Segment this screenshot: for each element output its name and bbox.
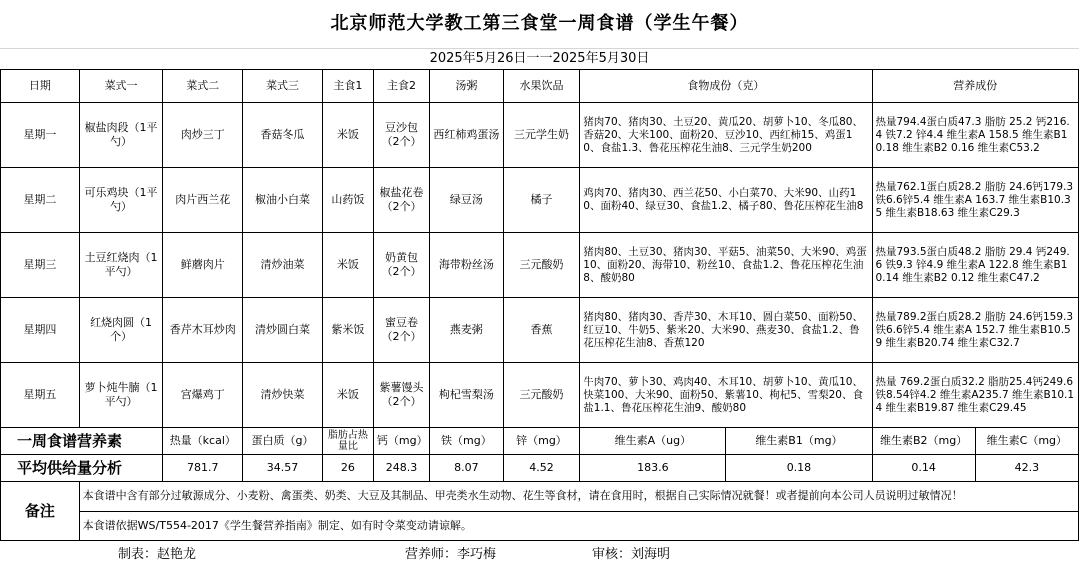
header-cell: 营养成份: [872, 70, 1079, 103]
dish-2: 鲜蘑肉片: [163, 233, 243, 298]
staple-1: 山药饭: [322, 168, 373, 233]
dish-2: 肉片西兰花: [163, 168, 243, 233]
guideline-note: 本食谱依据WS/T554-2017《学生餐营养指南》制定、如有时令菜变动请谅解。: [79, 511, 1078, 541]
staple-2: 椒盐花卷（2个）: [373, 168, 429, 233]
dish-3: 香菇冬瓜: [243, 103, 323, 168]
nutrient-header: 蛋白质（g）: [243, 428, 323, 455]
weekly-nutrients-label: 一周食谱营养素: [1, 428, 163, 455]
nutrient-header: 维生素B2（mg）: [872, 428, 975, 455]
dish-3: 清炒快菜: [243, 363, 323, 428]
staple-2: 紫薯馒头（2个）: [373, 363, 429, 428]
nutrient-value: 26: [322, 455, 373, 482]
dish-3: 清炒圆白菜: [243, 298, 323, 363]
fruit-drink: 橘子: [503, 168, 580, 233]
soup: 海带粉丝汤: [430, 233, 504, 298]
day-label: 星期四: [1, 298, 80, 363]
allergen-note: 本食谱中含有部分过敏源成分、小麦粉、禽蛋类、奶类、大豆及其制品、甲壳类水生动物、花生等食材，请在食用时，根据自己实际情况就餐！或者提前向本公司人员说明过敏情况！: [79, 482, 1078, 512]
header-cell: 食物成份（克）: [580, 70, 872, 103]
nutritionist: 营养师：李巧梅: [405, 546, 497, 562]
nutrient-header: 钙（mg）: [373, 428, 429, 455]
nutrition: 热量789.2蛋白质28.2 脂肪 24.6钙159.3 铁6.6锌5.4 维生素A 152.7 维生素B10.59 维生素B20.74 维生素C32.7: [872, 298, 1079, 363]
ingredients: 牛肉70、萝卜30、鸡肉40、木耳10、胡萝卜10、黄瓜10、快菜100、大米90、面粉50、紫薯10、枸杞5、雪梨20、食盐1.1、鲁花压榨花生油9、酸奶80: [580, 363, 872, 428]
header-cell: 菜式一: [79, 70, 163, 103]
nutrient-header: 脂肪占热量比: [322, 428, 373, 455]
notes-label: 备注: [1, 482, 80, 541]
auditor: 审核：刘海明: [592, 546, 671, 562]
dish-3: 椒油小白菜: [243, 168, 323, 233]
nutrient-value: 0.14: [872, 455, 975, 482]
header-cell: 主食2: [373, 70, 429, 103]
note-row: [1, 511, 1079, 541]
day-row: [1, 298, 1079, 363]
nutrient-value: 42.3: [975, 455, 1078, 482]
dish-1: 可乐鸡块（1平勺）: [79, 168, 163, 233]
header-cell: 水果饮品: [503, 70, 580, 103]
day-label: 星期三: [1, 233, 80, 298]
fruit-drink: 三元酸奶: [503, 233, 580, 298]
fruit-drink: 香蕉: [503, 298, 580, 363]
header-cell: 菜式二: [163, 70, 243, 103]
header-cell: 汤粥: [430, 70, 504, 103]
nutrient-value: 8.07: [430, 455, 504, 482]
nutrient-header: 维生素A（ug）: [580, 428, 726, 455]
nutrition: 热量793.5蛋白质48.2 脂肪 29.4 钙249.6 铁9.3 锌4.9 维生素A 122.8 维生素B1 0.14 维生素B2 0.12 维生素C47.2: [872, 233, 1079, 298]
dish-1: 萝卜炖牛腩（1平勺）: [79, 363, 163, 428]
staple-2: 奶黄包（2个）: [373, 233, 429, 298]
nutrient-header: 维生素B1（mg）: [726, 428, 872, 455]
day-row: [1, 168, 1079, 233]
day-label: 星期一: [1, 103, 80, 168]
dish-1: 红烧肉圆（1个）: [79, 298, 163, 363]
nutrition: 热量762.1蛋白质28.2 脂肪 24.6钙179.3 铁6.6锌5.4 维生素A 163.7 维生素B10.35 维生素B18.63 维生素C29.3: [872, 168, 1079, 233]
dish-2: 香芹木耳炒肉: [163, 298, 243, 363]
nutrient-header: 维生素C（mg）: [975, 428, 1078, 455]
weekly-nutrient-value-row: [1, 455, 1079, 482]
ingredients: 鸡肉70、猪肉30、西兰花50、小白菜70、大米90、山药10、面粉40、绿豆30、食盐1.2、橘子80、鲁花压榨花生油8: [580, 168, 872, 233]
staple-2: 蜜豆卷（2个）: [373, 298, 429, 363]
header-cell: 菜式三: [243, 70, 323, 103]
day-label: 星期五: [1, 363, 80, 428]
nutrient-value: 0.18: [726, 455, 872, 482]
dish-3: 清炒油菜: [243, 233, 323, 298]
average-supply-label: 平均供给量分析: [1, 455, 163, 482]
nutrient-value: 183.6: [580, 455, 726, 482]
nutrient-value: 781.7: [163, 455, 243, 482]
day-label: 星期二: [1, 168, 80, 233]
page-title: 北京师范大学教工第三食堂一周食谱（学生午餐）: [330, 13, 749, 34]
table-maker: 制表：赵艳龙: [118, 546, 197, 562]
fruit-drink: 三元酸奶: [503, 363, 580, 428]
soup: 枸杞雪梨汤: [430, 363, 504, 428]
nutrient-header: 铁（mg）: [430, 428, 504, 455]
ingredients: 猪肉80、猪肉30、香芹30、木耳10、圆白菜50、面粉50、红豆10、牛奶5、紫米20、大米90、燕麦30、食盐1.2、鲁花压榨花生油8、香蕉120: [580, 298, 872, 363]
day-row: [1, 103, 1079, 168]
note-row: [1, 482, 1079, 512]
nutrient-value: 248.3: [373, 455, 429, 482]
day-row: [1, 233, 1079, 298]
soup: 绿豆汤: [430, 168, 504, 233]
footer: [0, 541, 1079, 563]
dish-2: 宫爆鸡丁: [163, 363, 243, 428]
nutrient-value: 4.52: [503, 455, 580, 482]
header-cell: 主食1: [322, 70, 373, 103]
weekly-menu-table: [0, 69, 1079, 541]
nutrition: 热量 769.2蛋白质32.2 脂肪25.4钙249.6铁8.54锌4.2 维生素A235.7 维生素B10.14 维生素B19.87 维生素C29.45: [872, 363, 1079, 428]
staple-2: 豆沙包（2个）: [373, 103, 429, 168]
staple-1: 米饭: [322, 233, 373, 298]
dish-1: 土豆红烧肉（1平勺）: [79, 233, 163, 298]
dish-2: 肉炒三丁: [163, 103, 243, 168]
header-row: [1, 70, 1079, 103]
soup: 西红柿鸡蛋汤: [430, 103, 504, 168]
ingredients: 猪肉70、猪肉30、土豆20、黄瓜20、胡萝卜10、冬瓜80、香菇20、大米100、面粉20、豆沙10、西红柿15、鸡蛋10、食盐1.3、鲁花压榨花生油8、三元学生奶200: [580, 103, 872, 168]
weekly-nutrient-header-row: [1, 428, 1079, 455]
dish-1: 椒盐肉段（1平勺）: [79, 103, 163, 168]
day-row: [1, 363, 1079, 428]
soup: 燕麦粥: [430, 298, 504, 363]
nutrient-header: 锌（mg）: [503, 428, 580, 455]
staple-1: 紫米饭: [322, 298, 373, 363]
fruit-drink: 三元学生奶: [503, 103, 580, 168]
date-range: 2025年5月26日一一2025年5月30日: [0, 48, 1079, 69]
nutrient-header: 热量（kcal）: [163, 428, 243, 455]
staple-1: 米饭: [322, 103, 373, 168]
ingredients: 猪肉80、土豆30、猪肉30、平菇5、油菜50、大米90、鸡蛋10、面粉20、海带10、粉丝10、食盐1.2、鲁花压榨花生油8、酸奶80: [580, 233, 872, 298]
nutrient-value: 34.57: [243, 455, 323, 482]
staple-1: 米饭: [322, 363, 373, 428]
header-cell: 日期: [1, 70, 80, 103]
nutrition: 热量794.4蛋白质47.3 脂肪 25.2 钙216.4 铁7.2 锌4.4 维生素A 158.5 维生素B1 0.18 维生素B2 0.16 维生素C53.2: [872, 103, 1079, 168]
